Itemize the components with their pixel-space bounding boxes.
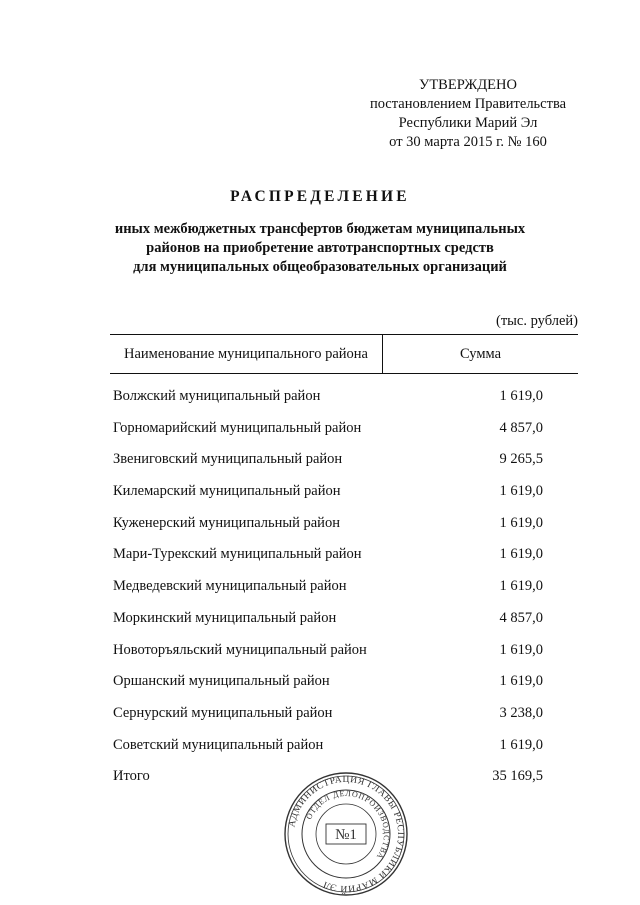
row-sum: 1 619,0 <box>499 641 543 658</box>
approval-line-1: УТВЕРЖДЕНО <box>419 77 517 93</box>
row-name: Новоторъяльский муниципальный район <box>113 641 367 658</box>
row-name: Горномарийский муниципальный район <box>113 419 362 436</box>
approval-line-2: постановлением Правительства <box>369 96 567 112</box>
row-name: Оршанский муниципальный район <box>113 673 330 690</box>
table-row <box>113 703 583 735</box>
table-row <box>113 449 583 481</box>
row-sum: 1 619,0 <box>499 514 543 531</box>
stamp-number: №1 <box>335 827 357 843</box>
subtitle-line-2: районов на приобретение автотранспортных средств <box>146 240 494 256</box>
table-row <box>113 544 583 576</box>
subtitle-line-1: иных межбюджетных трансфертов бюджетам муниципальных <box>114 221 526 237</box>
table-row <box>113 640 583 672</box>
stamp-outer-text: АДМИНИСТРАЦИЯ ГЛАВЫ РЕСПУБЛИКИ МАРИЙ ЭЛ <box>287 774 406 894</box>
row-sum: 1 619,0 <box>499 483 543 500</box>
row-sum: 9 265,5 <box>499 451 543 468</box>
document-title: РАСПРЕДЕЛЕНИЕ <box>230 188 410 205</box>
table-row <box>113 671 583 703</box>
stamp-inner-text: ОТДЕЛ ДЕЛОПРОИЗВОДСТВА <box>304 788 392 862</box>
total-label: Итого <box>113 768 150 785</box>
subtitle-line-3: для муниципальных общеобразовательных организаций <box>133 259 507 275</box>
table-row <box>113 481 583 513</box>
table-header <box>110 334 578 374</box>
header-name: Наименование муниципального района <box>124 345 368 362</box>
row-sum: 1 619,0 <box>499 673 543 690</box>
row-sum: 4 857,0 <box>499 419 543 436</box>
row-name: Сернурский муниципальный район <box>113 704 333 721</box>
document-subtitle <box>60 220 580 277</box>
approval-block <box>360 76 576 152</box>
header-sum: Сумма <box>459 345 502 362</box>
table-row <box>113 386 583 418</box>
header-name-cell <box>110 335 383 373</box>
total-sum: 35 169,5 <box>492 768 543 785</box>
official-stamp <box>282 770 410 898</box>
row-name: Медведевский муниципальный район <box>113 578 347 595</box>
row-name: Звениговский муниципальный район <box>113 451 343 468</box>
table-body <box>113 386 583 798</box>
row-name: Волжский муниципальный район <box>113 388 321 404</box>
row-name: Советский муниципальный район <box>113 736 324 753</box>
row-name: Моркинский муниципальный район <box>113 609 337 626</box>
row-name: Килемарский муниципальный район <box>113 483 341 500</box>
units-label: (тыс. рублей) <box>496 313 578 329</box>
table-row <box>113 513 583 545</box>
row-name: Мари-Турекский муниципальный район <box>113 546 362 563</box>
table-row <box>113 608 583 640</box>
table-row <box>113 576 583 608</box>
approval-line-3: Республики Марий Эл <box>398 115 538 131</box>
row-sum: 1 619,0 <box>499 736 543 753</box>
row-sum: 3 238,0 <box>499 704 543 721</box>
row-sum: 1 619,0 <box>499 578 543 595</box>
row-name: Куженерский муниципальный район <box>113 514 340 531</box>
approval-line-4: от 30 марта 2015 г. № 160 <box>389 134 547 150</box>
table-row <box>113 418 583 450</box>
row-sum: 4 857,0 <box>499 609 543 626</box>
table-row <box>113 735 583 767</box>
row-sum: 1 619,0 <box>499 388 543 404</box>
row-sum: 1 619,0 <box>499 546 543 563</box>
